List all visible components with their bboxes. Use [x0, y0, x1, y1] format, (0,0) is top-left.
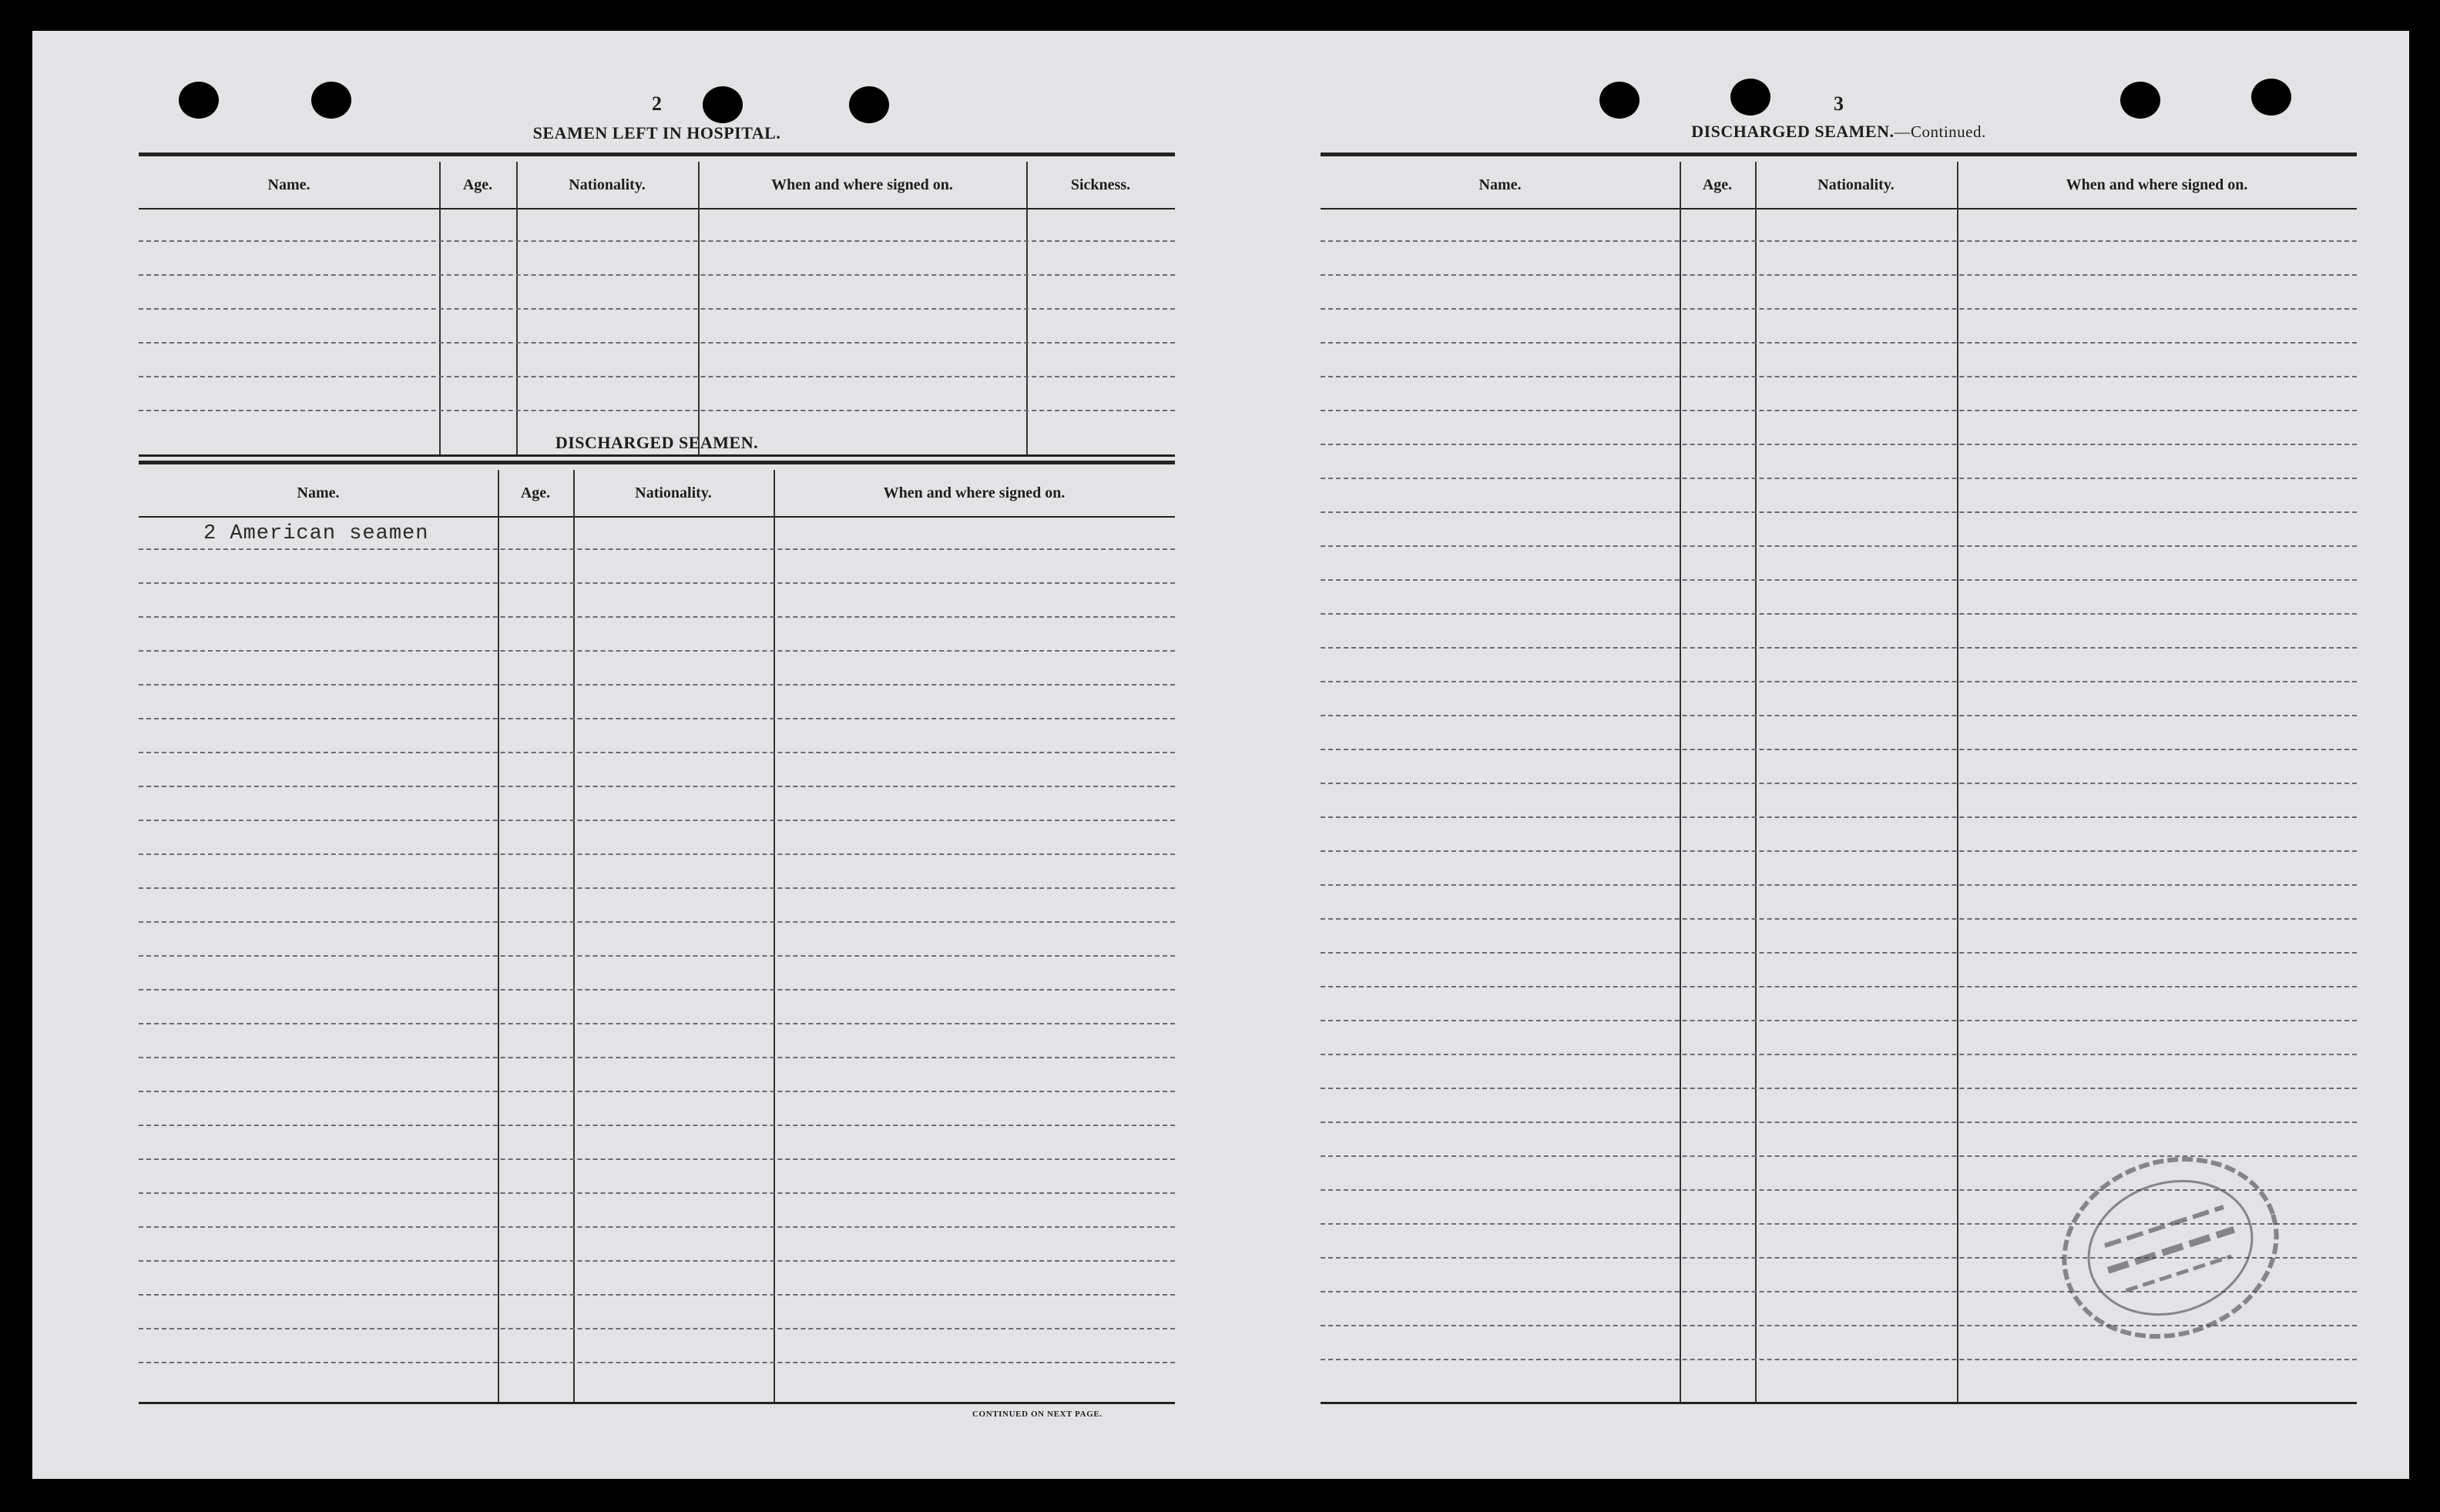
table-row	[1321, 1021, 2357, 1055]
table-row	[1321, 682, 2357, 716]
table-row	[1321, 852, 2357, 886]
rule	[1321, 1402, 2357, 1404]
table-row	[139, 719, 1175, 753]
section-title-text: DISCHARGED SEAMEN.	[1691, 122, 1895, 141]
table-row	[139, 652, 1175, 686]
hospital-section-title: SEAMEN LEFT IN HOSPITAL.	[532, 123, 781, 142]
column-header-sickness: Sickness.	[1070, 176, 1131, 193]
table-row	[139, 310, 1175, 344]
table-row	[139, 584, 1175, 618]
table-row	[139, 1194, 1175, 1228]
column-header-age: Age.	[520, 484, 551, 501]
column-header-signed-on: When and where signed on.	[2066, 176, 2248, 193]
table-row	[139, 550, 1175, 584]
table-row	[139, 1296, 1175, 1329]
table-row	[1321, 818, 2357, 852]
rule	[139, 454, 1175, 457]
table-row	[139, 1262, 1175, 1296]
table-row	[1321, 344, 2357, 377]
table-body	[139, 208, 1175, 454]
table-header	[139, 470, 1175, 518]
table-row	[1321, 615, 2357, 649]
table-row	[1321, 716, 2357, 750]
table-row	[139, 1228, 1175, 1262]
table-row	[139, 1058, 1175, 1092]
typed-entry-name: 2 American seamen	[203, 522, 429, 545]
page-number: 2	[652, 92, 662, 115]
table-row	[139, 618, 1175, 652]
table-row	[1321, 513, 2357, 547]
table-header	[1321, 162, 2357, 210]
table-row	[139, 1092, 1175, 1126]
continued-note: CONTINUED ON NEXT PAGE.	[972, 1410, 1103, 1419]
table-row	[139, 377, 1175, 411]
table-row	[1321, 547, 2357, 581]
table-row	[1321, 242, 2357, 276]
table-row	[139, 957, 1175, 991]
double-rule	[1321, 153, 2357, 156]
double-rule	[139, 461, 1175, 464]
table-header	[139, 162, 1175, 210]
table-row	[139, 516, 1175, 550]
table-row	[139, 889, 1175, 923]
discharged-continued-title	[1321, 122, 2357, 142]
table-row	[1321, 445, 2357, 479]
table-row	[1321, 479, 2357, 513]
table-row	[1321, 208, 2357, 242]
table-row	[139, 242, 1175, 276]
column-header-signed-on: When and where signed on.	[883, 484, 1066, 501]
table-row	[1321, 886, 2357, 920]
table-row	[1321, 377, 2357, 411]
table-row	[139, 208, 1175, 242]
table-row	[1321, 920, 2357, 954]
table-row	[1321, 1055, 2357, 1089]
table-row	[139, 923, 1175, 957]
column-header-name: Name.	[267, 176, 310, 193]
column-header-name: Name.	[297, 484, 340, 501]
table-row	[139, 276, 1175, 310]
rule	[139, 1402, 1175, 1404]
table-row	[139, 1126, 1175, 1160]
table-row	[1321, 987, 2357, 1021]
table-row	[139, 1024, 1175, 1058]
ledger-sheet	[32, 31, 2409, 1479]
column-header-signed-on: When and where signed on.	[771, 176, 953, 193]
table-row	[1321, 411, 2357, 445]
table-row	[1321, 1089, 2357, 1123]
discharged-section-title: DISCHARGED SEAMEN.	[555, 433, 759, 452]
table-row	[139, 753, 1175, 787]
table-row	[1321, 276, 2357, 310]
table-row	[139, 686, 1175, 719]
table-row	[139, 1363, 1175, 1397]
column-header-age: Age.	[462, 176, 493, 193]
table-body	[139, 516, 1175, 1402]
table-row	[1321, 649, 2357, 682]
table-row	[1321, 581, 2357, 615]
table-row	[1321, 750, 2357, 784]
table-row	[1321, 954, 2357, 987]
column-header-nationality: Nationality.	[569, 176, 646, 193]
table-row	[139, 344, 1175, 377]
page-number: 3	[1834, 92, 1844, 115]
table-row	[139, 821, 1175, 855]
double-rule	[139, 153, 1175, 156]
column-header-nationality: Nationality.	[1817, 176, 1895, 193]
table-row	[1321, 1360, 2357, 1394]
column-header-name: Name.	[1478, 176, 1522, 193]
table-row	[1321, 310, 2357, 344]
table-row	[139, 1160, 1175, 1194]
table-row	[1321, 784, 2357, 818]
discharged-table	[139, 470, 1175, 1402]
column-header-nationality: Nationality.	[635, 484, 712, 501]
table-row	[139, 991, 1175, 1024]
section-title-suffix: —Continued.	[1894, 122, 1986, 141]
table-row	[139, 1329, 1175, 1363]
column-header-age: Age.	[1702, 176, 1733, 193]
table-row	[139, 855, 1175, 889]
hospital-table	[139, 162, 1175, 454]
table-row	[139, 787, 1175, 821]
